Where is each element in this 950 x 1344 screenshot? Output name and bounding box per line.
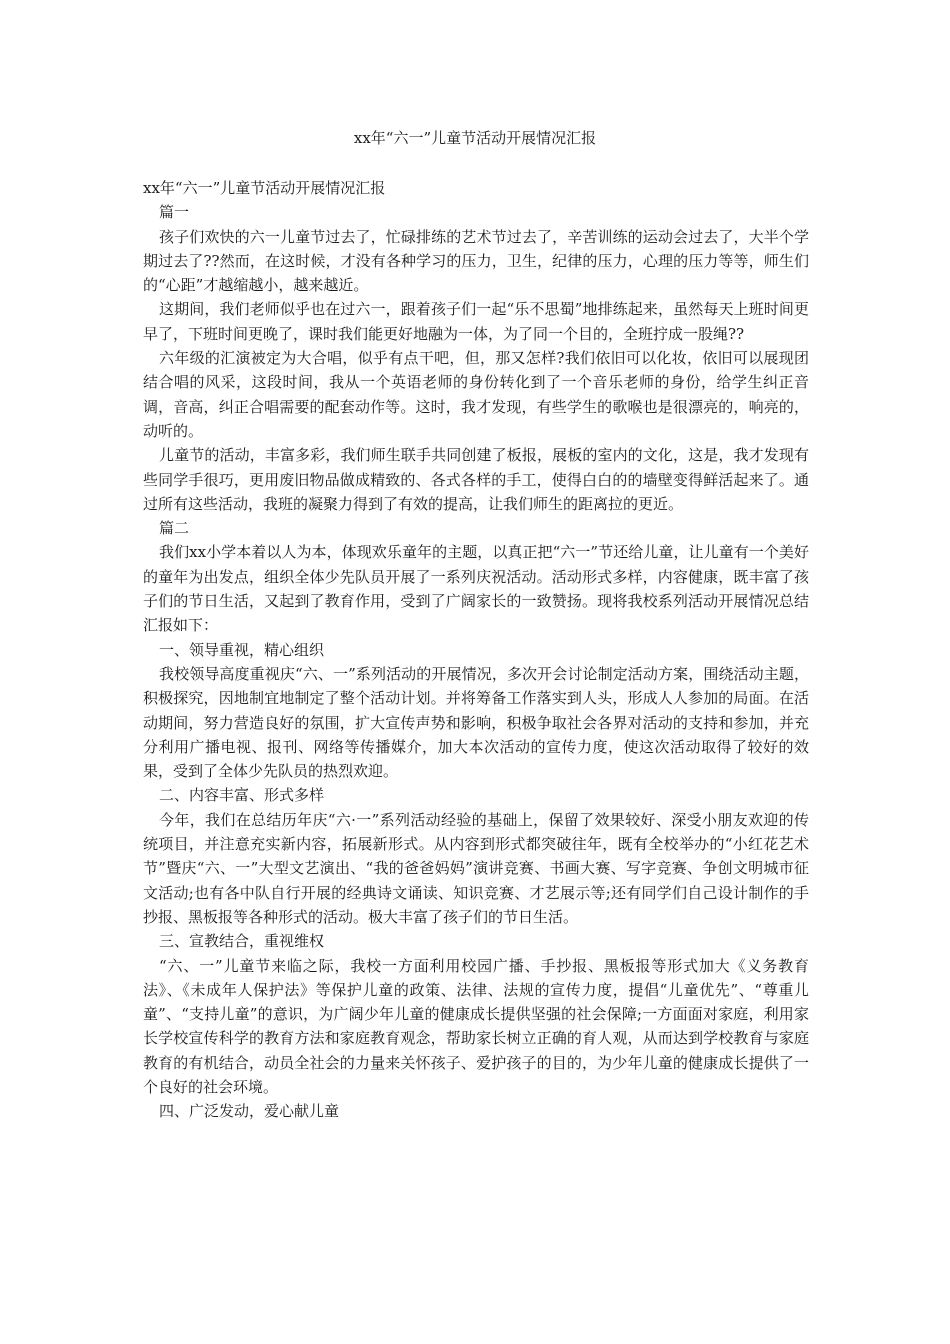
section-heading: 二、内容丰富、形式多样 — [159, 786, 325, 805]
section-heading: 篇二 — [159, 519, 190, 538]
paragraph: 六年级的汇演被定为大合唱，似乎有点干吧，但，那又怎样?我们依旧可以化妆，依旧可以展现团结合唱的风采，这段时间，我从一个英语老师的身份转化到了一个音乐老师的身份，给学生纠正音调，音高，纠正合唱需要的配套动作等。这时，我才发现，有些学生的歌喉也是很漂亮的，响亮的，动听的。 — [143, 349, 809, 440]
section-heading: 四、广泛发动，爱心献儿童 — [159, 1102, 340, 1121]
document-body — [143, 176, 809, 1124]
section-heading: 三、宣教结合，重视维权 — [159, 932, 325, 951]
paragraph: 儿童节的活动，丰富多彩，我们师生联手共同创建了板报，展板的室内的文化，这是，我才发现有些同学手很巧，更用废旧物品做成精致的、各式各样的手工，使得白白的的墙壁变得鲜活起来了。通过所有这些活动，我班的凝聚力得到了有效的提高，让我们师生的距离拉的更近。 — [143, 446, 809, 513]
paragraph: 今年，我们在总结历年庆“六·一”系列活动经验的基础上，保留了效果较好、深受小朋友欢迎的传统项目，并注意充实新内容，拓展新形式。从内容到形式都突破往年，既有全校举办的“小红花艺术节”暨庆“六、一”大型文艺演出、“我的爸爸妈妈”演讲竞赛、书画大赛、写字竞赛、争创文明城市征文活动;也有各中队自行开展的经典诗文诵读、知识竞赛、才艺展示等;还有同学们自己设计制作的手抄报、黑板报等各种形式的活动。极大丰富了孩子们的节日生活。 — [143, 810, 809, 926]
section-heading: 一、领导重视，精心组织 — [159, 640, 325, 659]
paragraph: 孩子们欢快的六一儿童节过去了，忙碌排练的艺术节过去了，辛苦训练的运动会过去了，大半个学期过去了??然而，在这时候，才没有各种学习的压力，卫生，纪律的压力，心理的压力等等，师生们的“心距”才越缩越小，越来越近。 — [143, 227, 809, 295]
paragraph: 这期间，我们老师似乎也在过六一，跟着孩子们一起“乐不思蜀”地排练起来，虽然每天上班时间更早了，下班时间更晚了，课时我们能更好地融为一体，为了同一个目的，全班拧成一股绳?? — [143, 300, 809, 343]
paragraph: 我校领导高度重视庆“六、一”系列活动的开展情况，多次开会讨论制定活动方案，围绕活动主题，积极探究，因地制宜地制定了整个活动计划。并将筹备工作落实到人头，形成人人参加的局面。在活动期间，努力营造良好的氛围，扩大宣传声势和影响，积极争取社会各界对活动的支持和参加，并充分利用广播电视、报刊、网络等传播媒介，加大本次活动的宣传力度，使这次活动取得了较好的效果，受到了全体少先队员的热烈欢迎。 — [143, 664, 809, 781]
document-subtitle: xx年“六一”儿童节活动开展情况汇报 — [143, 179, 386, 197]
page-title: xx年“六一”儿童节活动开展情况汇报 — [353, 129, 597, 147]
section-heading: 篇一 — [159, 203, 190, 222]
paragraph: 我们xx小学本着以人为本，体现欢乐童年的主题，以真正把“六一”节还给儿童，让儿童有一个美好的童年为出发点，组织全体少先队员开展了一系列庆祝活动。活动形式多样，内容健康，既丰富了孩子们的节日生活，又起到了教育作用，受到了广阔家长的一致赞扬。现将我校系列活动开展情况总结汇报如下： — [143, 543, 809, 635]
paragraph: “六、一”儿童节来临之际，我校一方面利用校园广播、手抄报、黑板报等形式加大《义务教育法》、《未成年人保护法》等保护儿童的政策、法律、法规的宣传力度，提倡“儿童优先”、“尊重儿童”、“支持儿童”的意识，为广阔少年儿童的健康成长提供坚强的社会保障;一方面面对家庭，利用家长学校宣传科学的教育方法和家庭教育观念，帮助家长树立正确的育人观，从而达到学校教育与家庭教育的有机结合，动员全社会的力量来关怀孩子、爱护孩子的目的，为少年儿童的健康成长提供了一个良好的社会环境。 — [143, 956, 809, 1096]
